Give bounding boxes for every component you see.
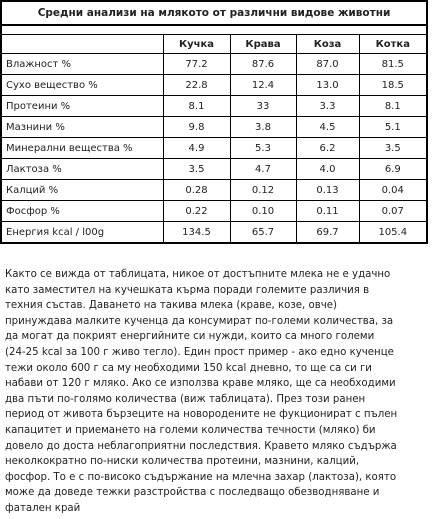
cell-value: 6.2 — [296, 138, 359, 159]
row-label: Лактоза % — [1, 159, 163, 180]
cell-value: 5.3 — [230, 138, 296, 159]
cell-value: 0.11 — [296, 201, 359, 222]
cell-value: 3.5 — [163, 159, 230, 180]
table-row — [1, 117, 427, 138]
row-label: Фосфор % — [1, 201, 163, 222]
paragraph-line: довело до доста неблагоприятни последствия. Кравето мляко съдържа — [5, 440, 397, 452]
column-header-cat: Котка — [359, 35, 427, 54]
cell-value: 4.0 — [296, 159, 359, 180]
cell-value: 4.7 — [230, 159, 296, 180]
paragraph-line: фатален край — [5, 502, 81, 514]
table-title-row — [1, 1, 427, 25]
column-header-goat: Коза — [296, 35, 359, 54]
paragraph-line: два пъти по-голямо количества (виж таблицата). През този ранен — [5, 393, 366, 405]
table-row — [1, 96, 427, 117]
table-header-row — [1, 35, 427, 54]
table-title: Средни анализи на млякото от различни видове животни — [1, 1, 427, 25]
cell-value: 0.07 — [359, 201, 427, 222]
cell-value: 18.5 — [359, 75, 427, 96]
cell-value: 6.9 — [359, 159, 427, 180]
table-row — [1, 54, 427, 75]
paragraph-line: капацитет и приемането на големи количества течности (мляко) би — [5, 424, 376, 436]
cell-value: 0.13 — [296, 180, 359, 201]
row-label: Влажност % — [1, 54, 163, 75]
table-row — [1, 201, 427, 222]
cell-value: 69.7 — [296, 222, 359, 244]
table-spacer — [1, 25, 427, 35]
cell-value: 87.0 — [296, 54, 359, 75]
cell-value: 134.5 — [163, 222, 230, 244]
paragraph-line: тежи около 600 г са му необходими 150 kcal дневно, то ще са си ги — [5, 362, 372, 374]
paragraph-line: период от живота бързеците на новородените не фукционират с пълен — [5, 409, 398, 421]
cell-value: 0.04 — [359, 180, 427, 201]
row-label: Мазнини % — [1, 117, 163, 138]
row-label: Калций % — [1, 180, 163, 201]
row-label: Сухо вещество % — [1, 75, 163, 96]
table-row — [1, 222, 427, 244]
milk-analysis-table — [0, 0, 428, 244]
cell-value: 0.10 — [230, 201, 296, 222]
column-header-cow: Крава — [230, 35, 296, 54]
cell-value: 87.6 — [230, 54, 296, 75]
column-header-dog: Кучка — [163, 35, 230, 54]
cell-value: 3.5 — [359, 138, 427, 159]
cell-value: 22.8 — [163, 75, 230, 96]
paragraph-line: принуждава малките кученца да консумират по-големи количества, за — [5, 315, 394, 327]
milk-analysis-table-container — [0, 0, 426, 244]
paragraph-line: може да доведе тежки разстройства с последващо обезводняване и — [5, 487, 380, 499]
cell-value: 13.0 — [296, 75, 359, 96]
paragraph-line: (24-25 kcal за 100 г живо тегло). Един прост пример - ако едно кученце — [5, 346, 394, 358]
cell-value: 4.9 — [163, 138, 230, 159]
cell-value: 3.8 — [230, 117, 296, 138]
cell-value: 5.1 — [359, 117, 427, 138]
paragraph-line: като заместител на кучешката кърма поради големите различия в — [5, 284, 370, 296]
paragraph-line: набави от 120 г мляко. Ако се използва краве мляко, ще са необходими — [5, 378, 396, 390]
cell-value: 3.3 — [296, 96, 359, 117]
cell-value: 4.5 — [296, 117, 359, 138]
empty-header-cell — [1, 35, 163, 54]
table-row — [1, 159, 427, 180]
row-label: Енергия kcal / l00g — [1, 222, 163, 244]
paragraph-line: Както се вижда от таблицата, никое от достъпните млека не е удачно — [5, 269, 391, 280]
paragraph-line: неколкократно по-ниски количества протеини, мазнини, калций, — [5, 456, 360, 468]
table-row — [1, 180, 427, 201]
cell-value: 81.5 — [359, 54, 427, 75]
table-row — [1, 75, 427, 96]
cell-value: 0.28 — [163, 180, 230, 201]
cell-value: 33 — [230, 96, 296, 117]
cell-value: 77.2 — [163, 54, 230, 75]
paragraph-line: да могат да покрият енергийните си нужди, които са много големи — [5, 331, 375, 343]
cell-value: 9.8 — [163, 117, 230, 138]
cell-value: 8.1 — [359, 96, 427, 117]
cell-value: 105.4 — [359, 222, 427, 244]
cell-value: 0.22 — [163, 201, 230, 222]
cell-value: 8.1 — [163, 96, 230, 117]
cell-value: 12.4 — [230, 75, 296, 96]
row-label: Протеини % — [1, 96, 163, 117]
paragraph-line: техния състав. Даването на такива млека (краве, козе, овче) — [5, 300, 338, 312]
cell-value: 65.7 — [230, 222, 296, 244]
cell-value: 0.12 — [230, 180, 296, 201]
row-label: Минерални вещества % — [1, 138, 163, 159]
paragraph-line: фосфор. То е с по-високо съдържание на млечна захар (лактоза), която — [5, 471, 397, 483]
table-row — [1, 138, 427, 159]
table-spacer-row — [1, 25, 427, 35]
article-paragraph — [5, 267, 425, 517]
